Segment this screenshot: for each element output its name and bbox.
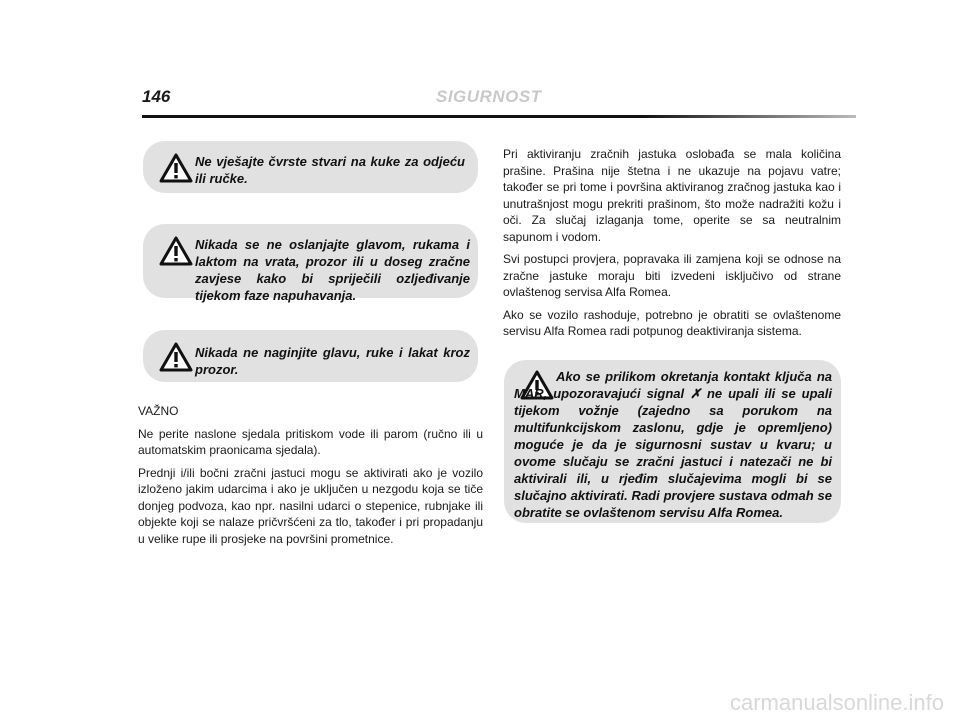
warning-text-system-fault: Ako se prilikom okretanja kontakt ključa na MAR, upozoravajući signal ✗ ne upali ili se upali tijekom vožnje (zajedno sa porukom na multifunkcijskom zaslonu, gdje je opremljeno) moguće je da je sigurnosni sustav u kvaru; u ovome slučaju se zračni jastuci i natezači ne bi aktivirali ili, u rjeđim slučajevima mogli bi se slučajno aktivirati. Radi provjere sustava odmah se obratite se ovlaštenom servisu Alfa Romea. xyxy=(514,369,832,520)
warning-box-leaning xyxy=(143,224,478,303)
warning-box-window xyxy=(143,330,478,382)
left-paragraph-2: Prednji i/ili bočni zračni jastuci mogu se aktivirati ako je vozilo izloženo jakim udarcima i ako je uključen u nezgodu koja se tiče donjeg podvoza, kao npr. nasilni udarci o stepenice, rubnjake ili objekte koji se nalaze pričvršćeni za tlo, također i pri propadanju u velike rupe ili prosjeke na površini prometnice. xyxy=(138,465,483,546)
warning-text-leaning: Nikada se ne oslanjajte glavom, rukama i laktom na vrata, prozor ili u doseg zračne zavjese kako bi spriječili ozljeđivanje tijekom faze napuhavanja. xyxy=(195,237,470,303)
right-paragraph-2: Svi postupci provjera, popravaka ili zamjena koji se odnose na zračne jastuke moraju biti izvedeni isključivo od strane ovlaštenog servisa Alfa Romea. xyxy=(503,252,841,299)
section-title: SIGURNOST xyxy=(436,87,542,106)
warning-text-window: Nikada ne naginjite glavu, ruke i lakat kroz prozor. xyxy=(195,345,470,377)
right-paragraph-1: Pri aktiviranju zračnih jastuka oslobađa se mala količina prašine. Prašina nije štetna i ne ukazuje na pojavu vatre; također se pri tome i površina aktiviranog zračnog jastuka kao i unutrašnjost mogu prekriti prašinom, što može nadražiti kožu i oči. Za slučaj izlaganja tome, operite se sa neutralnim sapunom i vodom. xyxy=(503,147,841,244)
watermark: carmanualsonline.info xyxy=(729,690,944,715)
right-paragraph-3: Ako se vozilo rashoduje, potrebno je obratiti se ovlaštenome servisu Alfa Romea radi potpunog deaktiviranja sistema. xyxy=(503,307,841,338)
left-paragraph-1: Ne perite naslone sjedala pritiskom vode ili parom (ručno ili u automatskim praonicama sjedala). xyxy=(138,426,483,457)
warning-triangle-icon xyxy=(159,236,193,266)
important-heading: VAŽNO xyxy=(138,404,179,418)
right-column xyxy=(503,146,841,346)
warning-triangle-icon xyxy=(159,153,193,183)
warning-box-hooks xyxy=(143,141,478,193)
warning-triangle-icon xyxy=(159,342,193,372)
warning-text-hooks: Ne vješajte čvrste stvari na kuke za odjeću ili ručke. xyxy=(195,154,465,186)
header-rule xyxy=(142,115,856,118)
left-column xyxy=(138,403,483,553)
page-number: 146 xyxy=(142,87,171,106)
warning-box-system-fault xyxy=(504,360,841,523)
